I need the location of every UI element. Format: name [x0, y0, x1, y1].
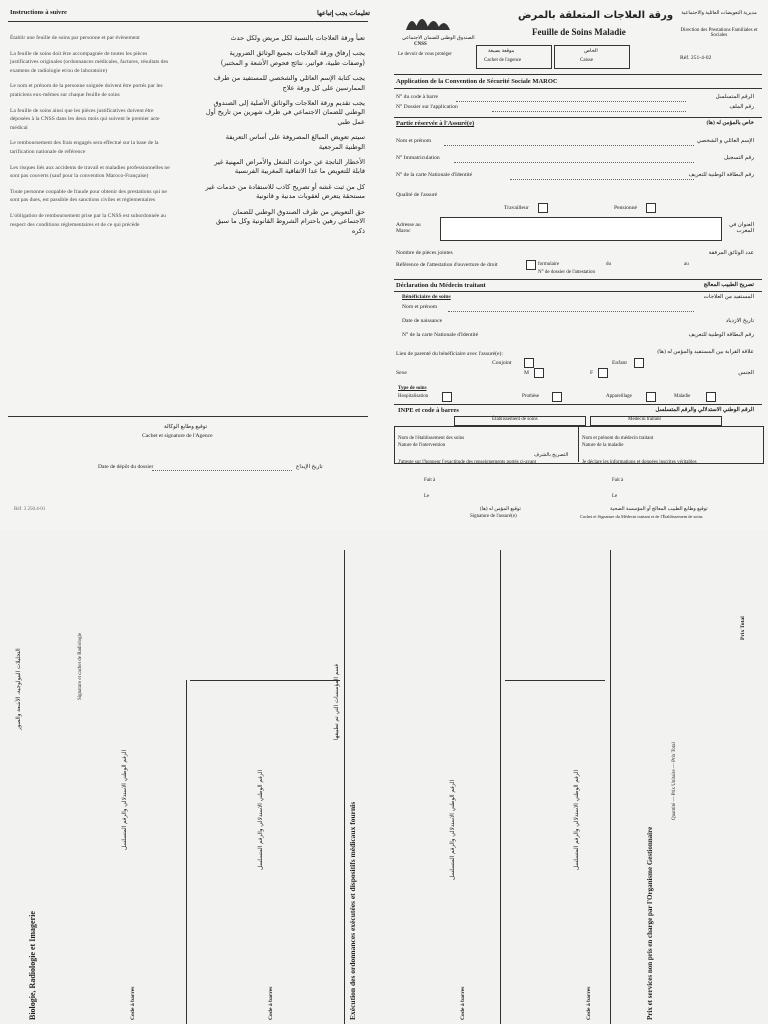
insured-quality-label: Qualité de l'assuré — [396, 192, 438, 198]
worker-checkbox[interactable] — [538, 203, 548, 213]
attachments-label-ar: عدد الوثائق المرفقة — [708, 250, 754, 256]
instruction-item: كل من ثبت غشه أو تصريح كاذب للاستفادة من خدمات غير مستحقة يتعرض لعقوبات مدنية و قانونية — [205, 182, 365, 201]
col-orders-title: Exécution des ordonnances exécutées et dispositifs médicaux fournis — [348, 801, 357, 1020]
sex-label: Sexe — [396, 370, 407, 376]
insured-place-label: Fait à — [424, 478, 436, 483]
insured-section-title-ar: خاص بالمؤمن له (ها) — [706, 120, 754, 126]
instructions-sheet — [0, 0, 384, 530]
insured-signature-fr: Signature de l'assuré(e) — [470, 514, 517, 519]
date-to-label: au — [684, 262, 689, 267]
cin-label-ar: رقم البطاقة الوطنية للتعريف — [688, 172, 754, 178]
col-nonreimbursed-title: Prix et services non pris en charge par l'Organisme Gestionnaire — [646, 826, 654, 1020]
child-label: Enfant — [612, 360, 627, 366]
dossier-number-label: N° Dossier sur l'application — [396, 104, 458, 110]
instruction-item: حق التعويض من طرف الصندوق الوطني للضمان الاجتماعي رهين باحترام الشروط القانونية وكل ما سبق ذكره — [215, 207, 365, 235]
instructions-fr-list — [10, 34, 175, 236]
caisse-cell-fr: Caisse — [580, 58, 594, 63]
deposit-date-label-ar: تاريخ الإيداع — [296, 464, 323, 470]
insured-section-title: Partie réservée à l'Assuré(e) — [396, 120, 475, 127]
worker-label: Travailleur — [504, 205, 529, 211]
care-type-label: Type de soins — [398, 386, 427, 391]
form-title-fr: Feuille de Soins Maladie — [532, 27, 626, 37]
col-biology-sub: Signature et cachet de Radiologie — [78, 632, 83, 700]
form-title-ar: ورقة العلاجات المتعلقة بالمرض — [518, 10, 674, 21]
immatriculation-label: N° Immatriculation — [396, 155, 440, 161]
doctor-header: Médecin traitant — [628, 417, 661, 422]
attestation-number-label: N° de dossier de l'attestation — [538, 270, 596, 275]
prosthesis-checkbox[interactable] — [552, 392, 562, 402]
instruction-item: Toute personne coupable de fraude pour obtenir des prestations qui ne sont pas dues, est passible des sanctions civiles et réglementaires — [10, 188, 167, 204]
honor-statement: J'atteste sur l'honneur l'exactitude des renseignements portés ci-avant — [398, 460, 537, 465]
doctor-date-label: Le — [612, 494, 618, 499]
instruction-item: Les risques liés aux accidents de travail et maladies professionnelles ne sont pas couverts (sauf pour la convention Maroco-Française) — [10, 164, 170, 180]
instruction-item: Le remboursement des frais engagés sera effectué sur la base de la tarification nationale de référence — [10, 140, 159, 155]
formulaire-checkbox[interactable] — [526, 260, 536, 270]
direction-fr: Direction des Prestations Familiales et Sociales — [680, 28, 758, 38]
illness-checkbox[interactable] — [706, 392, 716, 402]
claim-form-sheet — [384, 0, 768, 530]
instruction-item: يجب كتابة الإسم العائلي والشخصي للمستفيد من طرف الممارسين على كل ورقة علاج — [213, 74, 365, 92]
intervention-label: Nature de l'intervention — [398, 443, 446, 448]
col-biology-title: Biologie, Radiologie et Imagerie — [28, 911, 37, 1020]
insured-name-label-ar: الإسم العائلي و الشخصي — [696, 138, 754, 144]
cnss-logo-icon — [404, 8, 452, 34]
col3-title-ar: الرقم الوطني الاستدلالي والرقم المتسلسل — [258, 769, 264, 870]
instruction-item: La feuille de soins ainsi que les pièces justificatives doivent être déposées à la CNSS dans les deux mois qui suivent le premier acte médical — [10, 107, 160, 131]
deposit-date-label: Date de dépôt du dossier — [98, 464, 154, 470]
doctor-place-label: Fait à — [612, 478, 624, 483]
doctor-section-title-ar: تصريح الطبيب المعالج — [703, 282, 754, 288]
application-title: Application de la Convention de Sécurité Sociale MAROC — [396, 78, 558, 85]
inpe-title-ar: الرقم الوطني الاستدلالي والرقم المتسلسل — [655, 407, 754, 413]
instruction-item: Établir une feuille de soins par personne et par évènement — [10, 35, 140, 41]
dossier-number-label-ar: رقم الملف — [729, 104, 754, 110]
doctor-section-title: Déclaration du Médecin traitant — [396, 282, 486, 289]
address-field[interactable] — [440, 217, 722, 241]
prosthesis-label: Prothèse — [522, 394, 540, 399]
insured-name-label: Nom et prénom — [396, 138, 432, 144]
doctor-declaration: Je déclare les informations et données inscrites véritables — [582, 460, 697, 465]
col-biology-title-ar: التحليلات البيولوجية، الأشعة والصور — [16, 648, 22, 730]
col6-title: Code à barres — [586, 986, 592, 1020]
caisse-cell-ar: الخاص — [584, 49, 598, 54]
form-ref: Réf. 251-4-02 — [680, 55, 712, 61]
appliance-checkbox[interactable] — [646, 392, 656, 402]
agency-cell-fr: Cachet de l'agence — [484, 58, 522, 63]
female-checkbox[interactable] — [598, 368, 608, 378]
sex-label-ar: الجنس — [738, 370, 754, 376]
total-price-label: Prix Total — [740, 616, 746, 640]
female-label: F — [590, 370, 594, 376]
instruction-item: يجب إرفاق ورقة العلاجات بجميع الوثائق الضرورية (وصفات طبية، فواتير، نتائج فحوص الأشعة و المختبر) — [220, 49, 365, 67]
instruction-item: Le nom et prénom de la personne soignée doivent être portés par les praticiens eux-mêmes sur chaque feuille de soins — [10, 83, 163, 98]
pensioner-checkbox[interactable] — [646, 203, 656, 213]
beneficiary-name-label: Nom et prénom — [402, 304, 438, 310]
instruction-item: تعبأ ورقة العلاجات بالنسبة لكل مريض ولكل حدث — [230, 34, 365, 42]
left-ref: Réf. 3 250.4-01 — [14, 507, 46, 512]
agency-sign-ar: توقيع وطابع الوكالة — [164, 424, 208, 430]
pensioner-label: Pensionné — [614, 205, 637, 211]
col2-title: Code à barres — [130, 986, 136, 1020]
spouse-checkbox[interactable] — [524, 358, 534, 368]
address-label: Adresse au Maroc — [396, 222, 421, 234]
agency-cell-ar: موقعة بصيغة — [488, 49, 515, 54]
facility-name-label: Nom de l'établissement des soins — [398, 436, 465, 441]
immatriculation-label-ar: رقم التسجيل — [724, 155, 754, 161]
logo-sub: CNSS — [414, 42, 427, 47]
barcode-number-label: N° du code à barre — [396, 94, 438, 100]
attachments-label: Nombre de pièces jointes — [396, 250, 453, 256]
beneficiary-title-ar: المستفيد من العلاجات — [703, 294, 754, 300]
relationship-label: Lien de parenté du bénéficiaire avec l'assuré(e): — [396, 351, 503, 357]
instructions-title-fr: Instructions à suivre — [10, 9, 67, 16]
services-table-sheet — [0, 530, 768, 1024]
facility-header: Établissement de soins — [492, 417, 538, 422]
beneficiary-dob-label-ar: تاريخ الازدياد — [725, 318, 754, 324]
doctor-signature-ar: توقيع وطابع الطبيب المعالج أو المؤسسة الصحية — [610, 507, 708, 512]
hospitalisation-checkbox[interactable] — [442, 392, 452, 402]
spouse-label: Conjoint — [492, 360, 512, 366]
beneficiary-cin-label-ar: رقم البطاقة الوطنية للتعريف — [688, 332, 754, 338]
instructions-title-ar: تعليمات يجب إتباعها — [317, 10, 370, 17]
honor-title-ar: التصريح بالشرف — [534, 453, 569, 458]
cin-label: N° de la carte Nationale d'Identité — [396, 172, 473, 178]
col-nonreimbursed-sub: Quantité — Prix Unitaire — Prix Total — [672, 742, 677, 820]
doctor-name-label: Nom et prénom du médecin traitant — [582, 436, 654, 441]
illness-nature-label: Nature de la maladie — [582, 443, 624, 448]
relationship-label-ar: علاقة القرابة بين المستفيد والمؤمن له (ها) — [657, 349, 754, 355]
col6-title-ar: الرقم الوطني الاستدلالي والرقم المتسلسل — [574, 769, 580, 870]
barcode-number-label-ar: الرقم المتسلسل — [715, 94, 754, 100]
instructions-ar-list — [205, 34, 365, 242]
inpe-title: INPE et code à barres — [398, 407, 459, 414]
instruction-item: La feuille de soins doit être accompagnée de toutes les pièces justificatives originales (ordonnances médicales, factures, résultats des examens de radiologie et/ou de laboratoire) — [10, 50, 169, 74]
facility-doctor-barcode-area — [394, 426, 764, 464]
agency-sign-fr: Cachet et signature de l'Agence — [142, 433, 213, 439]
child-checkbox[interactable] — [634, 358, 644, 368]
beneficiary-cin-label: N° de la carte Nationale d'Identité — [402, 332, 479, 338]
col3-title: Code à barres — [268, 986, 274, 1020]
male-label: M — [524, 370, 529, 376]
col-orders-title-ar: قسم المؤسسات التي تم تطبيقها — [334, 663, 340, 740]
col2-title-ar: الرقم الوطني الاستدلالي والرقم المتسلسل — [122, 749, 128, 850]
logo-motto: Le devoir de vous protéger — [398, 52, 452, 57]
logo-org: الصندوق الوطني للضمان الاجتماعي — [402, 36, 475, 41]
male-checkbox[interactable] — [534, 368, 544, 378]
instruction-item: الأخطار الناتجة عن حوادث الشغل والأمراض المهنية غير قابلة للتعويض ما عدا الاتفاقية المغربية الفرنسية — [214, 158, 365, 176]
doctor-signature-fr: Cachet et Signature du Médecin traitant et de l'Établissement de soins — [580, 514, 703, 519]
insured-date-label: Le — [424, 494, 430, 499]
col5-title: Code à barres — [460, 986, 466, 1020]
attestation-ref-label: Référence de l'attestation d'ouverture de droit — [396, 262, 498, 268]
beneficiary-dob-label: Date de naissance — [402, 318, 443, 324]
hospitalisation-label: Hospitalisation — [398, 394, 429, 399]
address-label-ar: العنوان في المغرب — [729, 222, 754, 234]
col5-title-ar: الرقم الوطني الاستدلالي والرقم المتسلسل — [450, 779, 456, 880]
appliance-label: Appareillage — [606, 394, 632, 399]
beneficiary-title: Bénéficiaire de soins — [402, 294, 451, 300]
instruction-item: يجب تقديم ورقة العلاجات والوثائق الأصلية إلى الصندوق الوطني للضمان الاجتماعي في ظرف شهرين من تاريخ أول عمل طبي — [205, 99, 365, 126]
formulaire-label: formulaire — [538, 262, 560, 267]
direction-ar: مديرية التعويضات العائلية والاجتماعية — [681, 11, 757, 16]
instruction-item: سيتم تعويض المبالغ المصروفة على أساس التعريفة الوطنية المرجعية — [225, 133, 365, 151]
date-from-label: du — [606, 262, 611, 267]
insured-signature-ar: توقيع المؤمن له (ها) — [480, 507, 521, 512]
illness-label: Maladie — [674, 394, 691, 399]
instruction-item: L'obligation de remboursement prise par la CNSS est subordonnée au respect des conditions réglementaires et de ce qui précède — [10, 212, 166, 228]
